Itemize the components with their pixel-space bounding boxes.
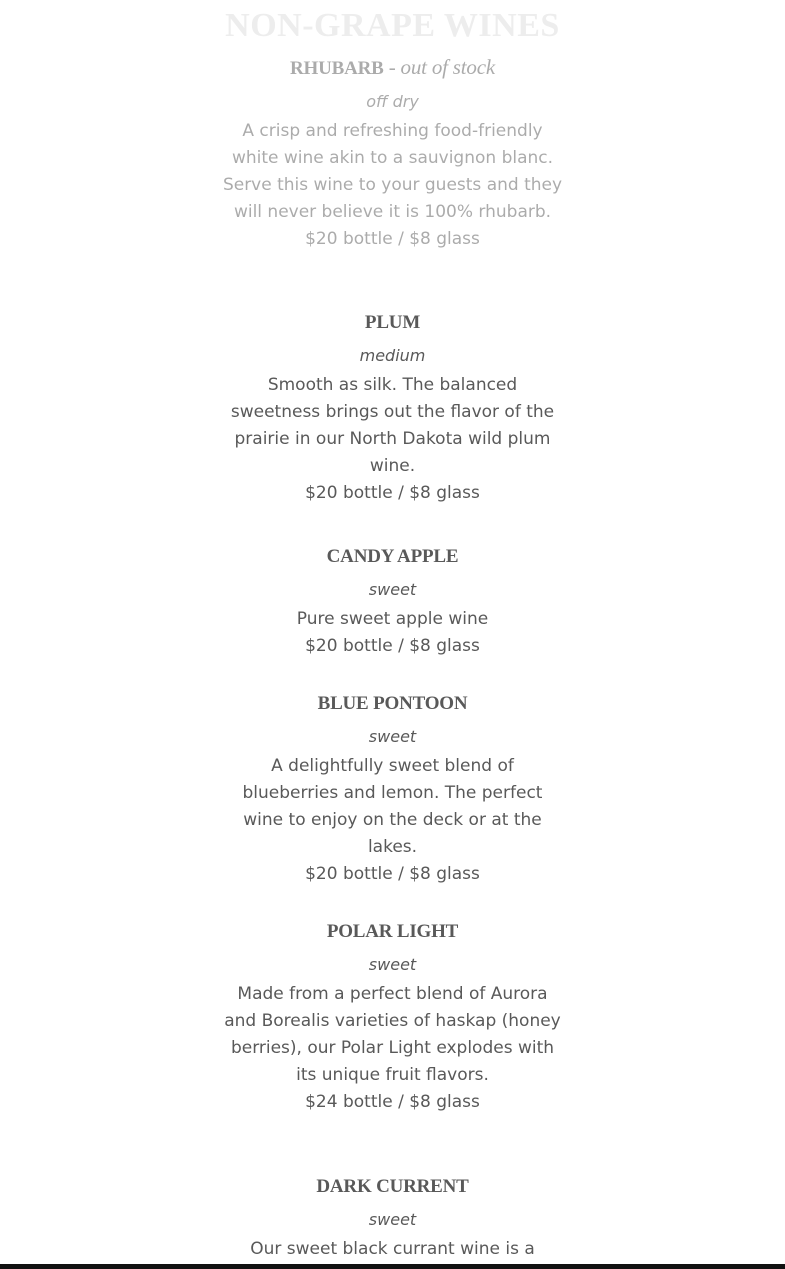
wine-title bbox=[222, 920, 563, 944]
wine-item-polar-light bbox=[222, 920, 563, 1116]
wine-title bbox=[222, 55, 563, 81]
wine-item-rhubarb bbox=[222, 55, 563, 253]
wine-style: sweet bbox=[368, 580, 417, 599]
wine-name: POLAR LIGHT bbox=[326, 921, 459, 942]
wine-description: A crisp and refreshing food-friendly white wine akin to a sauvignon blanc. Serve this wine to your guests and they will never believe it is 100% rhubarb. bbox=[222, 121, 563, 222]
wine-item-candy-apple bbox=[222, 545, 563, 660]
wine-name: BLUE PONTOON bbox=[317, 693, 468, 714]
wine-description: A delightfully sweet blend of blueberries and lemon. The perfect wine to enjoy on the deck or at the lakes. bbox=[242, 756, 543, 857]
wine-description: Smooth as silk. The balanced sweetness brings out the flavor of the prairie in our North Dakota wild plum wine. bbox=[230, 375, 555, 476]
wine-style: sweet bbox=[368, 1210, 417, 1229]
section-heading: NON-GRAPE WINES bbox=[225, 7, 560, 44]
wine-price: $20 bottle / $8 glass bbox=[305, 483, 480, 503]
wine-description: Pure sweet apple wine bbox=[296, 609, 489, 629]
wine-item-plum bbox=[222, 311, 563, 507]
wine-style: off dry bbox=[366, 92, 419, 111]
wine-price: $20 bottle / $8 glass bbox=[305, 229, 480, 249]
wine-style: sweet bbox=[368, 727, 417, 746]
wine-title bbox=[222, 545, 563, 569]
wine-name: RHUBARB bbox=[290, 58, 384, 79]
wine-price: $24 bottle / $8 glass bbox=[305, 1092, 480, 1112]
wine-name: PLUM bbox=[364, 312, 421, 333]
wine-title bbox=[222, 1175, 563, 1199]
wine-title bbox=[222, 692, 563, 716]
wine-name: CANDY APPLE bbox=[326, 546, 459, 567]
wine-item-blue-pontoon bbox=[222, 692, 563, 888]
bottom-bar bbox=[0, 1264, 785, 1269]
wine-item-dark-current bbox=[222, 1175, 563, 1263]
wine-description: Made from a perfect blend of Aurora and Borealis varieties of haskap (honey berries), our Polar Light explodes with its unique fruit flavors. bbox=[224, 984, 561, 1085]
wine-description: Our sweet black currant wine is a bbox=[250, 1239, 535, 1259]
wine-name: DARK CURRENT bbox=[316, 1176, 469, 1197]
wine-price: $20 bottle / $8 glass bbox=[305, 864, 480, 884]
wine-status: - out of stock bbox=[383, 55, 495, 79]
wine-style: sweet bbox=[368, 955, 417, 974]
wine-title bbox=[222, 311, 563, 335]
wine-price: $20 bottle / $8 glass bbox=[305, 636, 480, 656]
wine-style: medium bbox=[359, 346, 426, 365]
